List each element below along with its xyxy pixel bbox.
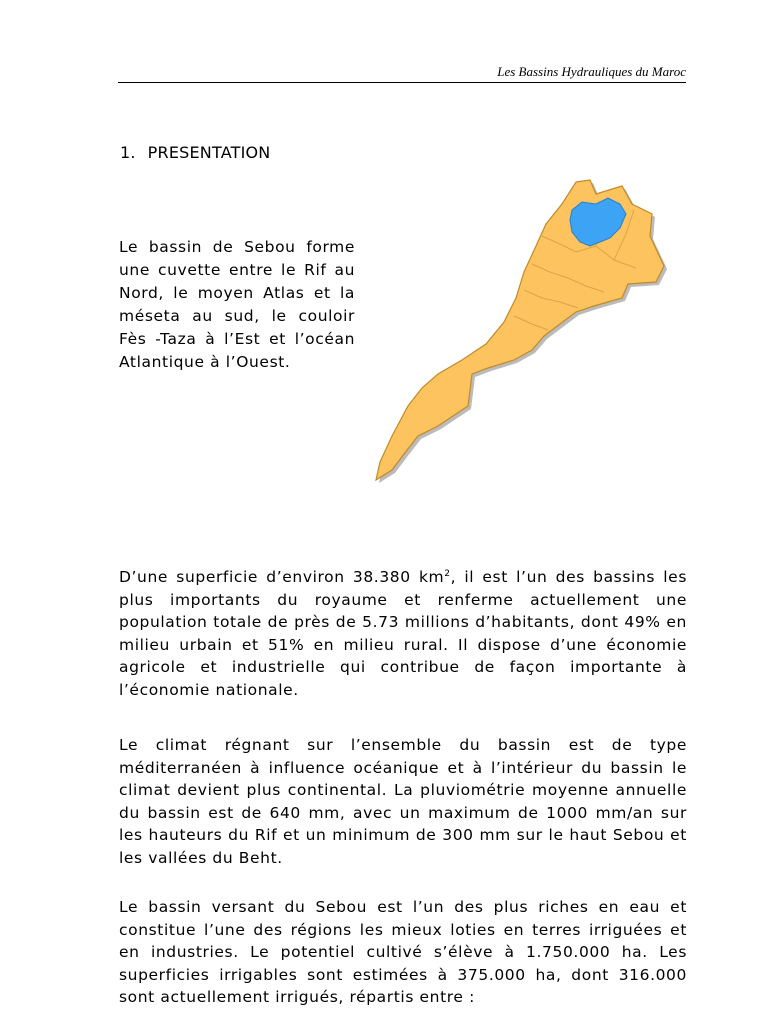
morocco-map-illustration [364,174,676,494]
running-header: Les Bassins Hydrauliques du Maroc [497,64,686,79]
p1-superscript: 2 [444,568,451,579]
paragraph-climate: Le climat régnant sur l’ensemble du bassin est de type méditerranéen à influence océanique et à l’intérieur du bassin le climat devient plus continental. La pluviométrie moyenne annuelle du bassin est de 640 mm, avec un maximum de 1000 mm/an sur les hauteurs du Rif et un minimum de 300 mm sur le haut Sebou et les vallées du Beht. [119,736,687,867]
section-title [120,143,270,162]
paragraph-area-population [119,566,687,701]
header-rule [118,82,686,83]
paragraph-water-resources: Le bassin versant du Sebou est l’un des plus riches en eau et constitue l’une des régions les mieux loties en terres irriguées et en industries. Le potentiel cultivé s’élève à 1.750.000 ha. Les superficies irrigables sont estimées à 375.000 ha, dont 316.000 sont actuellement irrigués, répartis entre : [119,898,687,1006]
p1-text-a: D’une superficie d’environ 38.380 km [119,568,445,586]
section-number: 1. [120,143,136,162]
section-title-text: PRESENTATION [147,143,271,162]
intro-paragraph: Le bassin de Sebou forme une cuvette entre le Rif au Nord, le moyen Atlas et la méseta au sud, le couloir Fès -Taza à l’Est et l’océan Atlantique à l’Ouest. [119,238,355,371]
p1-text-b: , il est l’un des bassins les plus importants du royaume et renferme actuellement une population totale de près de 5.73 millions d’habitants, dont 49% en milieu urbain et 51% en milieu rural. Il dispose d’une économie agricole et industrielle qui contribue de façon importante à l’économie nationale. [119,568,687,699]
